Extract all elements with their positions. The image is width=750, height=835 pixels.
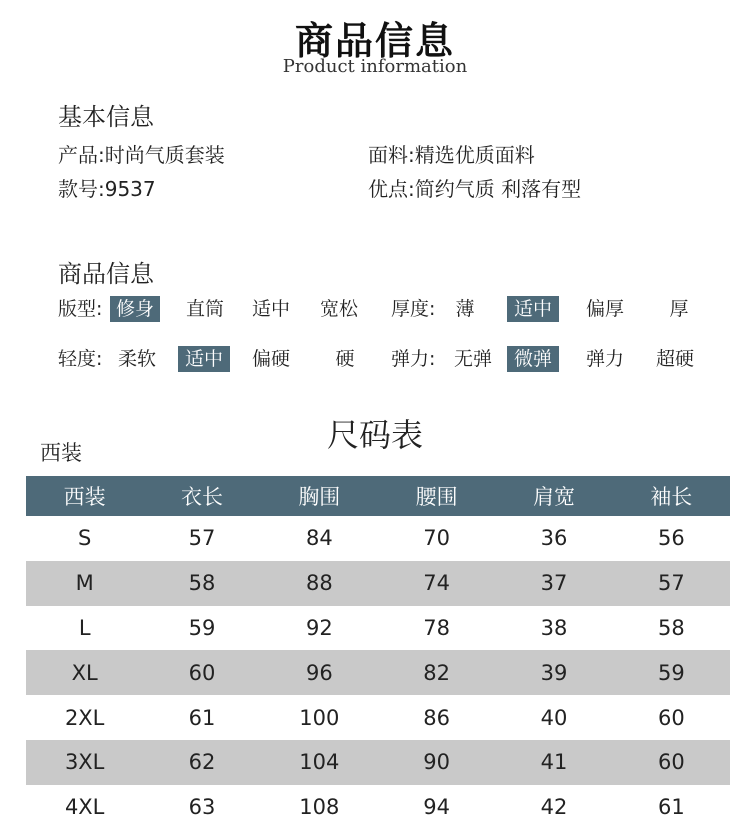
- table-row: [26, 606, 730, 651]
- thickness-option-thick: 厚: [669, 298, 689, 320]
- table-cell: 63: [188, 795, 216, 820]
- table-cell: XL: [26, 650, 143, 695]
- thickness-option-thick-ish: 偏厚: [585, 298, 624, 320]
- page-title: 商品信息: [294, 19, 455, 63]
- table-cell: 40: [540, 705, 568, 730]
- table-row: [26, 695, 730, 740]
- table-cell: L: [78, 615, 91, 640]
- table-cell: S: [77, 526, 92, 551]
- header-cell: 肩宽: [495, 476, 612, 516]
- table-cell: 36: [540, 526, 568, 551]
- table-cell: 57: [613, 561, 730, 606]
- product-name: 产品:时尚气质套装: [58, 143, 225, 167]
- table-cell: 92: [305, 615, 333, 640]
- table-cell: 3XL: [26, 740, 143, 785]
- thickness-option-medium: 适中: [507, 296, 559, 322]
- softness-label: 轻度:: [58, 348, 103, 370]
- table-cell: 38: [540, 615, 568, 640]
- size-table-title: 尺码表: [326, 416, 423, 454]
- table-row: [26, 561, 730, 606]
- product-info-heading: 商品信息: [58, 260, 154, 288]
- table-cell: 90: [378, 740, 495, 785]
- page-subtitle: Product information: [282, 56, 468, 77]
- fit-option-loose: 宽松: [319, 298, 358, 320]
- softness-option-soft: 柔软: [117, 348, 156, 370]
- table-cell: 2XL: [64, 705, 105, 730]
- table-cell: 41: [495, 740, 612, 785]
- header-cell: 西装: [26, 476, 143, 516]
- table-cell: 104: [261, 740, 378, 785]
- softness-option-stiff-ish: 偏硬: [251, 348, 290, 370]
- table-cell: 100: [299, 705, 340, 730]
- table-cell: 61: [657, 795, 685, 820]
- table-cell: 61: [188, 705, 216, 730]
- softness-option-medium: 适中: [178, 346, 230, 372]
- table-row: [26, 740, 730, 785]
- table-cell: 60: [613, 740, 730, 785]
- elasticity-option-none: 无弹: [453, 348, 492, 370]
- style-number: 款号:9537: [58, 177, 156, 201]
- fit-option-straight: 直筒: [185, 298, 224, 320]
- table-cell: 84: [305, 526, 333, 551]
- table-cell: 74: [378, 561, 495, 606]
- size-table-label: 西装: [40, 441, 82, 465]
- table-cell: 59: [613, 650, 730, 695]
- table-cell: 86: [423, 705, 451, 730]
- fit-label: 版型:: [58, 298, 103, 320]
- thickness-option-thin: 薄: [455, 298, 475, 320]
- table-cell: 37: [495, 561, 612, 606]
- table-cell: 58: [657, 615, 685, 640]
- table-cell: 39: [495, 650, 612, 695]
- table-cell: M: [26, 561, 143, 606]
- table-cell: 78: [423, 615, 451, 640]
- fit-option-slim: 修身: [110, 296, 160, 322]
- basic-info-heading: 基本信息: [58, 103, 154, 131]
- table-cell: 96: [261, 650, 378, 695]
- table-cell: 57: [188, 526, 216, 551]
- table-cell: 88: [261, 561, 378, 606]
- table-cell: 4XL: [64, 795, 105, 820]
- softness-option-stiff: 硬: [335, 348, 355, 370]
- table-cell: 62: [143, 740, 260, 785]
- size-table: [26, 476, 730, 830]
- table-cell: 58: [143, 561, 260, 606]
- table-cell: 60: [657, 705, 685, 730]
- header-cell: 腰围: [378, 476, 495, 516]
- elasticity-option-super: 超硬: [655, 348, 694, 370]
- table-cell: 59: [188, 615, 216, 640]
- table-row: [26, 650, 730, 695]
- thickness-label: 厚度:: [391, 298, 436, 320]
- table-cell: 82: [378, 650, 495, 695]
- table-cell: 60: [143, 650, 260, 695]
- advantage-info: 优点:简约气质 利落有型: [368, 177, 582, 201]
- table-cell: 108: [299, 795, 340, 820]
- table-cell: 56: [657, 526, 685, 551]
- table-row: [26, 516, 730, 561]
- table-cell: 42: [540, 795, 568, 820]
- elasticity-option-elastic: 弹力: [585, 348, 624, 370]
- header-cell: 衣长: [143, 476, 260, 516]
- size-table-header: [26, 476, 730, 516]
- header-cell: 袖长: [613, 476, 730, 516]
- table-cell: 94: [423, 795, 451, 820]
- elasticity-option-slight: 微弹: [507, 346, 559, 372]
- table-cell: 70: [423, 526, 451, 551]
- fit-option-regular: 适中: [251, 298, 290, 320]
- elasticity-label: 弹力:: [391, 348, 436, 370]
- fabric-info: 面料:精选优质面料: [368, 143, 535, 167]
- table-row: [26, 785, 730, 830]
- header-cell: 胸围: [261, 476, 378, 516]
